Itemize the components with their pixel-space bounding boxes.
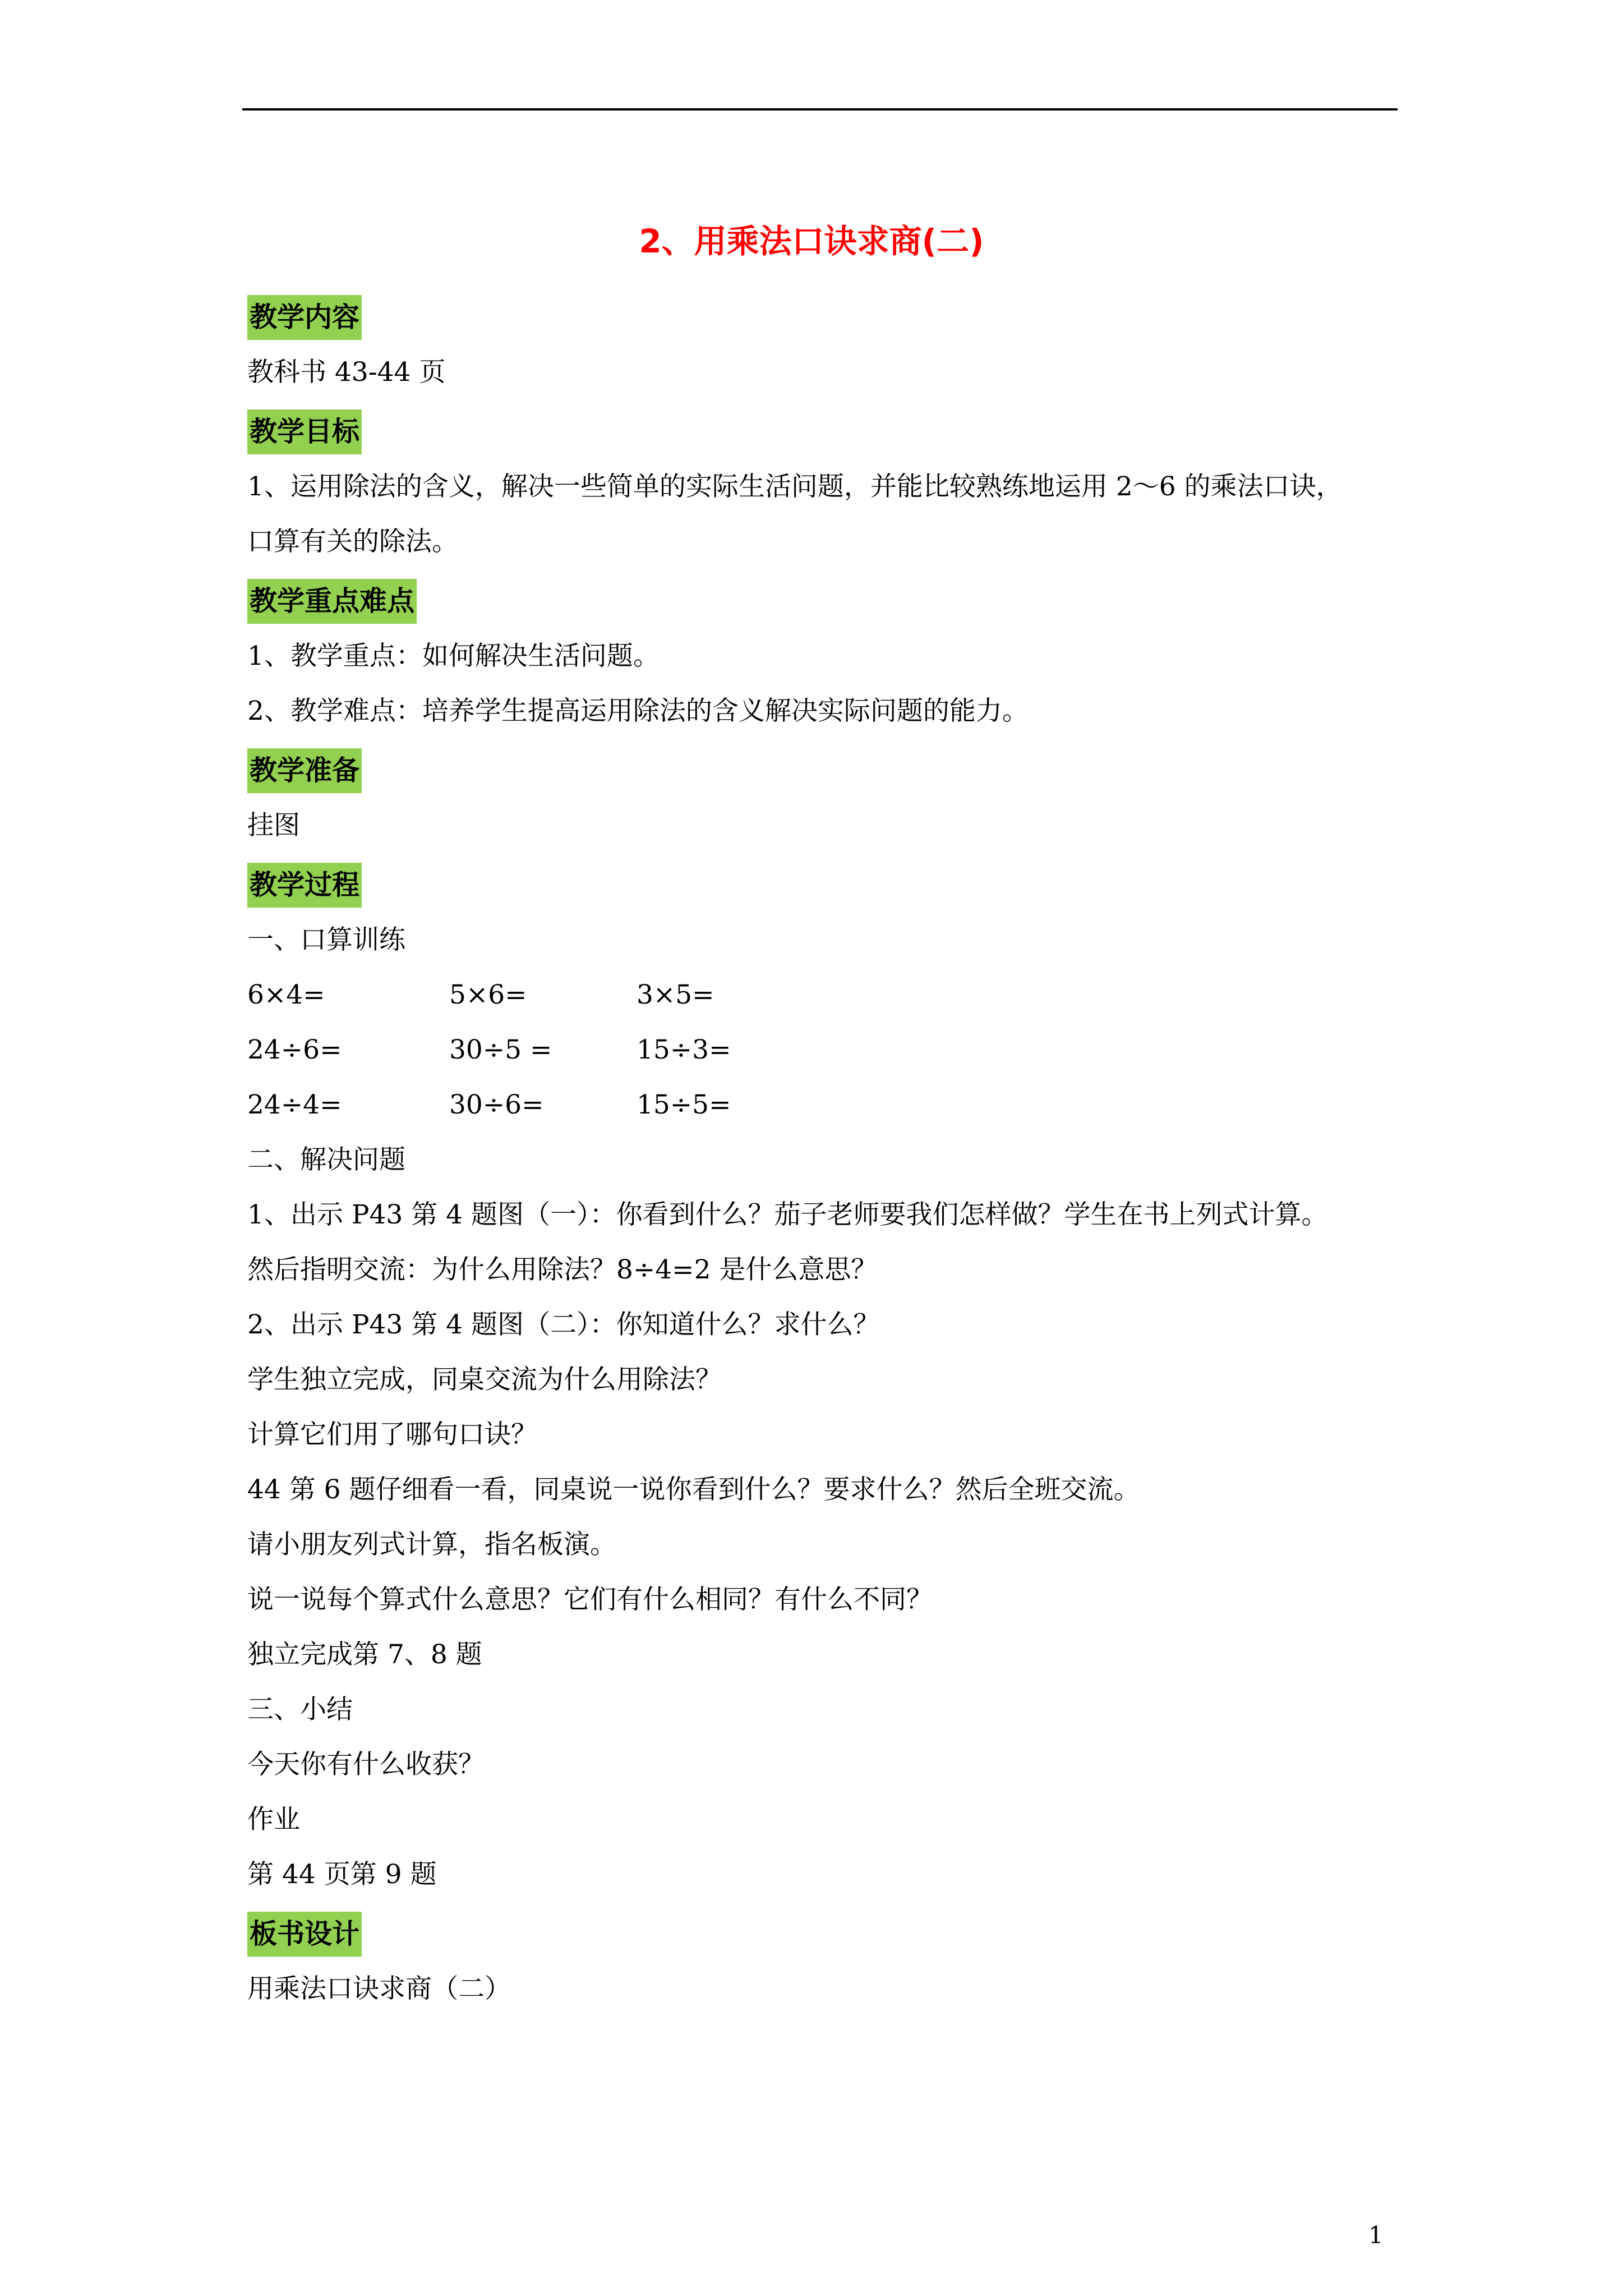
- content-text: 教科书 43-44 页: [247, 357, 446, 388]
- board-text: 用乘法口诀求商（二）: [247, 1973, 511, 2004]
- calc-item: 15÷5=: [637, 1089, 731, 1120]
- calc-row: [247, 973, 1403, 1018]
- step2-title: 二、解决问题: [247, 1144, 405, 1175]
- goals-line-2: 口算有关的除法。: [247, 526, 458, 557]
- document-title: 2、用乘法口诀求商(二): [639, 222, 984, 260]
- heading-preparation: 教学准备: [247, 748, 362, 793]
- step2-line: 44 第 6 题仔细看一看，同桌说一说你看到什么？要求什么？然后全班交流。: [247, 1474, 1140, 1505]
- calc-item: 24÷6=: [247, 1034, 342, 1065]
- key-point-1: 1、教学重点：如何解决生活问题。: [247, 641, 660, 671]
- calc-item: 6×4=: [247, 979, 325, 1010]
- header-rule: [242, 108, 1398, 111]
- homework-text: 第 44 页第 9 题: [247, 1859, 437, 1890]
- document-body: [247, 291, 1403, 2022]
- step2-line: 请小朋友列式计算，指名板演。: [247, 1529, 616, 1560]
- step2-line: 1、出示 P43 第 4 题图（一）：你看到什么？茄子老师要我们怎样做？学生在书上列式计算。: [247, 1199, 1328, 1230]
- step2-line: 独立完成第 7、8 题: [247, 1639, 482, 1670]
- homework-title: 作业: [247, 1804, 300, 1835]
- calc-item: 30÷6=: [449, 1089, 544, 1120]
- calc-item: 3×5=: [637, 979, 714, 1010]
- step3-title: 三、小结: [247, 1694, 353, 1725]
- calc-item: 24÷4=: [247, 1089, 342, 1120]
- calc-row: [247, 1083, 1403, 1128]
- heading-teaching-goals: 教学目标: [247, 409, 362, 454]
- calc-item: 15÷3=: [637, 1034, 731, 1065]
- key-point-2: 2、教学难点：培养学生提高运用除法的含义解决实际问题的能力。: [247, 696, 1029, 726]
- calc-item: 5×6=: [449, 979, 527, 1010]
- page-number: 1: [1368, 2221, 1384, 2249]
- heading-teaching-content: 教学内容: [247, 295, 362, 340]
- step3-text: 今天你有什么收获？: [247, 1749, 485, 1780]
- heading-board-design: 板书设计: [247, 1912, 362, 1957]
- preparation-text: 挂图: [247, 810, 300, 841]
- step2-line: 说一说每个算式什么意思？它们有什么相同？有什么不同？: [247, 1584, 933, 1615]
- heading-key-points: 教学重点难点: [247, 579, 417, 624]
- heading-process: 教学过程: [247, 863, 362, 908]
- step2-line: 然后指明交流：为什么用除法？8÷4=2 是什么意思？: [247, 1254, 878, 1285]
- step2-line: 2、出示 P43 第 4 题图（二）：你知道什么？求什么？: [247, 1309, 880, 1340]
- goals-line-1: 1、运用除法的含义，解决一些简单的实际生活问题，并能比较熟练地运用 2～6 的乘法口诀，: [247, 471, 1343, 502]
- step2-line: 计算它们用了哪句口诀？: [247, 1419, 537, 1450]
- calc-row: [247, 1028, 1403, 1073]
- step1-title: 一、口算训练: [247, 924, 405, 955]
- step2-line: 学生独立完成，同桌交流为什么用除法？: [247, 1364, 722, 1395]
- calc-item: 30÷5 =: [449, 1034, 552, 1065]
